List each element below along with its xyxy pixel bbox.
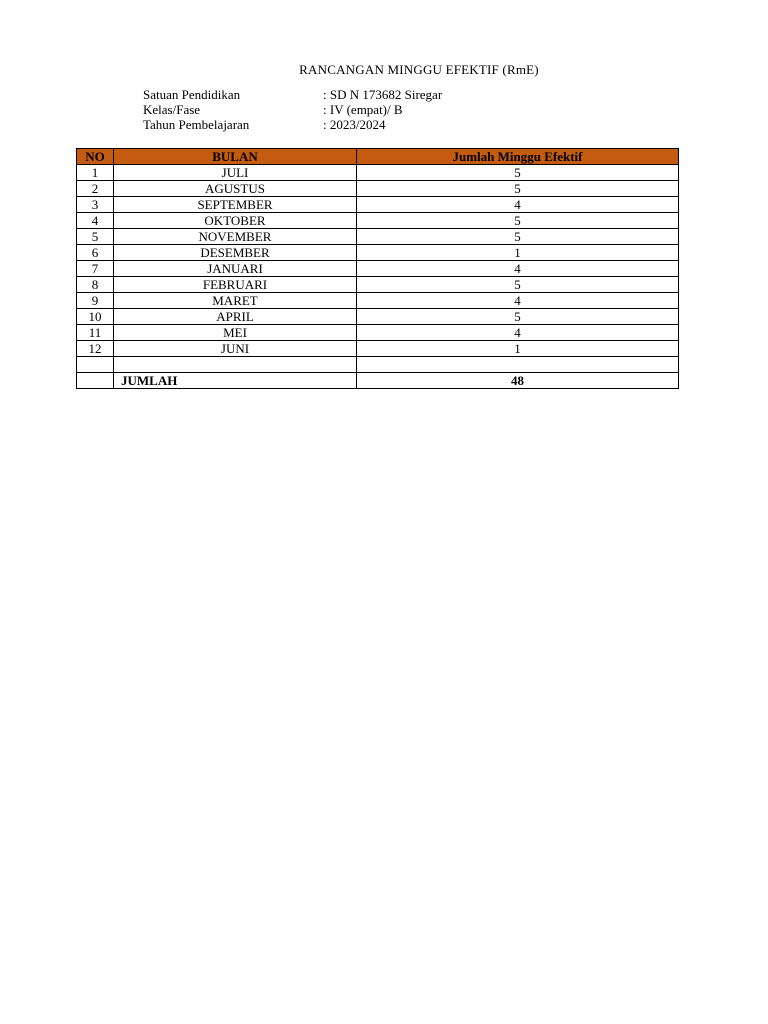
info-row-kelas	[143, 102, 442, 117]
cell-no: 8	[77, 277, 114, 293]
cell-jumlah: 5	[357, 309, 679, 325]
cell-no: 11	[77, 325, 114, 341]
info-label: Kelas/Fase	[143, 102, 201, 117]
cell-no: 1	[77, 165, 114, 181]
cell-bulan: FEBRUARI	[114, 277, 357, 293]
info-row-satuan	[143, 87, 442, 102]
cell-jumlah: 5	[357, 229, 679, 245]
cell-bulan: APRIL	[114, 309, 357, 325]
info-value: : SD N 173682 Siregar	[323, 87, 443, 102]
info-label: Tahun Pembelajaran	[143, 117, 250, 132]
table-row	[77, 309, 679, 325]
cell-bulan: AGUSTUS	[114, 181, 357, 197]
cell-bulan: JULI	[114, 165, 357, 181]
table-header-row	[77, 149, 679, 165]
cell-bulan: OKTOBER	[114, 213, 357, 229]
table-body	[77, 165, 679, 357]
table-row	[77, 181, 679, 197]
cell-bulan: NOVEMBER	[114, 229, 357, 245]
cell-jumlah: 4	[357, 325, 679, 341]
cell-no: 10	[77, 309, 114, 325]
header-no: NO	[77, 149, 114, 165]
header-bulan: BULAN	[114, 149, 357, 165]
empty-row	[77, 357, 679, 373]
header-jumlah: Jumlah Minggu Efektif	[357, 149, 679, 165]
cell-jumlah: 5	[357, 181, 679, 197]
cell-jumlah: 4	[357, 197, 679, 213]
table-row	[77, 341, 679, 357]
cell-bulan: MEI	[114, 325, 357, 341]
table-row	[77, 213, 679, 229]
table-row	[77, 245, 679, 261]
cell-bulan: SEPTEMBER	[114, 197, 357, 213]
info-label: Satuan Pendidikan	[143, 87, 241, 102]
cell-bulan: DESEMBER	[114, 245, 357, 261]
table-row	[77, 325, 679, 341]
table-row	[77, 165, 679, 181]
empty-cell	[77, 357, 114, 373]
table-row	[77, 277, 679, 293]
cell-no: 4	[77, 213, 114, 229]
cell-bulan: JUNI	[114, 341, 357, 357]
total-row	[77, 373, 679, 389]
cell-no: 7	[77, 261, 114, 277]
table-row	[77, 229, 679, 245]
total-label: JUMLAH	[114, 373, 357, 389]
cell-jumlah: 4	[357, 261, 679, 277]
info-value: : 2023/2024	[323, 117, 386, 132]
cell-bulan: MARET	[114, 293, 357, 309]
cell-jumlah: 1	[357, 341, 679, 357]
minggu-efektif-table	[76, 148, 679, 389]
info-value: : IV (empat)/ B	[323, 102, 403, 117]
total-no-cell	[77, 373, 114, 389]
info-block	[143, 87, 442, 132]
table-row	[77, 293, 679, 309]
cell-no: 6	[77, 245, 114, 261]
cell-bulan: JANUARI	[114, 261, 357, 277]
cell-no: 2	[77, 181, 114, 197]
cell-jumlah: 5	[357, 165, 679, 181]
cell-jumlah: 1	[357, 245, 679, 261]
cell-no: 3	[77, 197, 114, 213]
cell-jumlah: 5	[357, 277, 679, 293]
empty-cell	[357, 357, 679, 373]
total-value: 48	[357, 373, 679, 389]
cell-jumlah: 4	[357, 293, 679, 309]
table-row	[77, 261, 679, 277]
cell-jumlah: 5	[357, 213, 679, 229]
cell-no: 12	[77, 341, 114, 357]
cell-no: 9	[77, 293, 114, 309]
cell-no: 5	[77, 229, 114, 245]
table-row	[77, 197, 679, 213]
info-row-tahun	[143, 117, 442, 132]
document-title: RANCANGAN MINGGU EFEKTIF (RmE)	[299, 62, 539, 77]
empty-cell	[114, 357, 357, 373]
